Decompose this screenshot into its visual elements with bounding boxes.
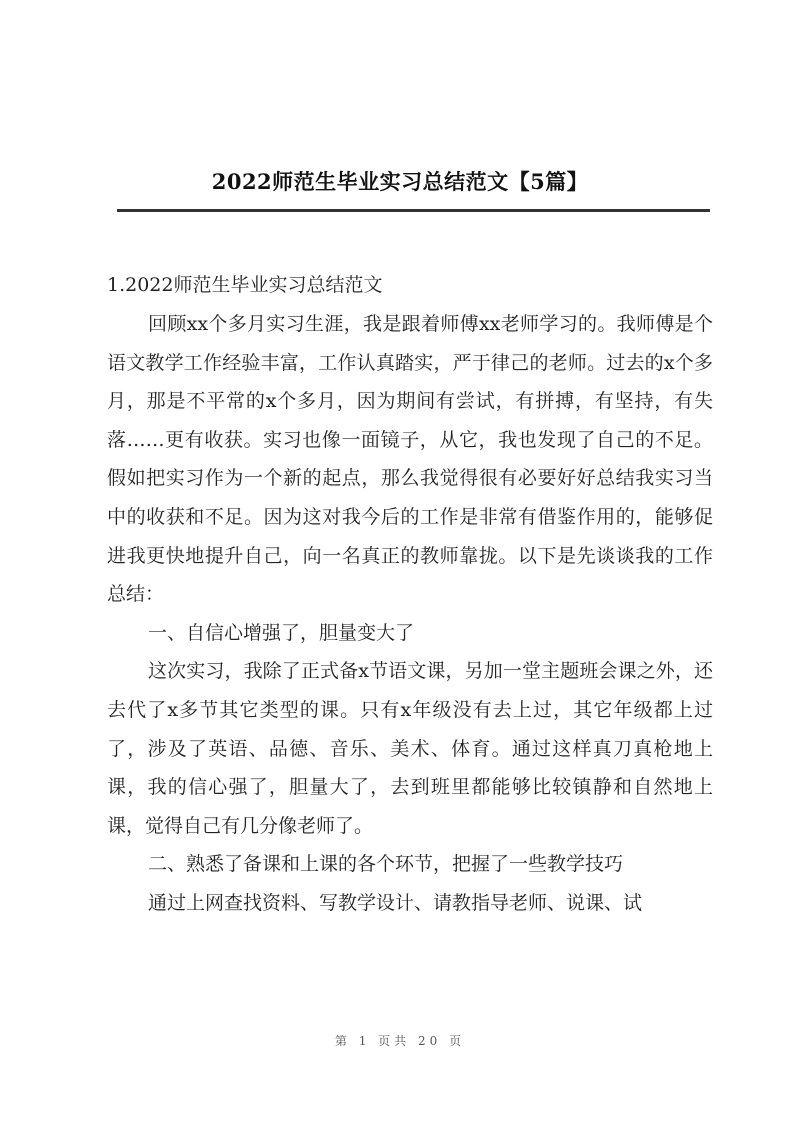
paragraph-intro: 回顾xx个多月实习生涯，我是跟着师傅xx老师学习的。我师傅是个语文教学工作经验丰富，工作认真踏实，严于律己的老师。过去的x个多月，那是不平常的x个多月，因为期间有尝试，有拼搏，有坚持，有失落……更有收获。实习也像一面镜子，从它，我也发现了自己的不足。假如把实习作为一个新的起点，那么我觉得很有必要好好总结我实习当中的收获和不足。因为这对我今后的工作是非常有借鉴作用的，能够促进我更快地提升自己，向一名真正的教师靠拢。以下是先谈谈我的工作总结：: [107, 313, 713, 606]
subheading-lesson-prep: 二、熟悉了备课和上课的各个环节，把握了一些教学技巧: [148, 853, 624, 876]
document-title: 2022师范生毕业实习总结范文【5篇】: [211, 169, 589, 194]
paragraph-lesson-prep: 通过上网查找资料、写教学设计、请教指导老师、说课、试: [148, 891, 643, 914]
paragraph-confidence: 这次实习，我除了正式备x节语文课，另加一堂主题班会课之外，还去代了x多节其它类型的课。只有x年级没有去上过，其它年级都上过了，涉及了英语、品德、音乐、美术、体育。通过这样真刀真枪地上课，我的信心强了，胆量大了，去到班里都能够比较镇静和自然地上课，觉得自己有几分像老师了。: [107, 660, 713, 837]
section-heading: 1.2022师范生毕业实习总结范文: [107, 274, 383, 296]
page-footer: 第 1 页共 20 页: [334, 1034, 466, 1048]
subheading-confidence: 一、自信心增强了，胆量变大了: [148, 621, 415, 644]
document-body: [107, 266, 713, 923]
title-divider: [117, 209, 710, 212]
